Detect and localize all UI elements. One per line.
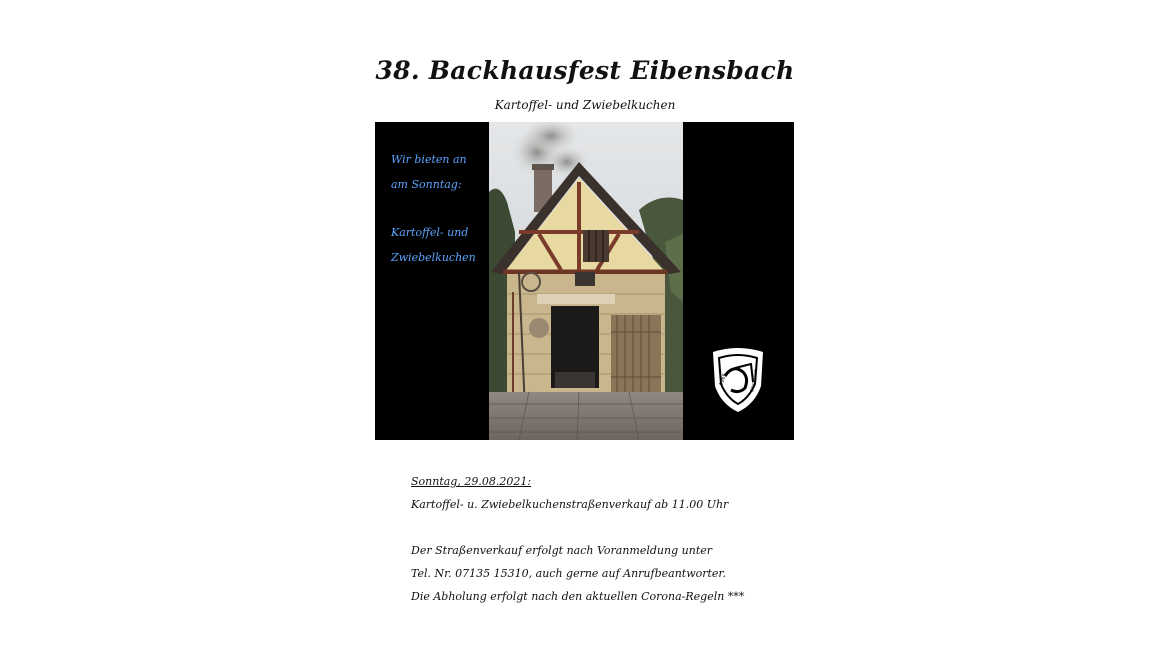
sale-time: Kartoffel- u. Zwiebelkuchenstraßenverkauf ab 11.00 Uhr [411,498,729,511]
bakehouse-photo [489,122,683,440]
svg-text:Eibensbach: Eibensbach [749,368,758,393]
offer-line-3: Kartoffel- und [391,226,469,239]
svg-text:1965: 1965 [718,372,729,387]
page-subtitle: Kartoffel- und Zwiebelkuchen [494,98,676,112]
event-date: Sonntag, 29.08.2021: [411,475,532,488]
offer-line-2: am Sonntag: [391,177,462,191]
preorder-note: Der Straßenverkauf erfolgt nach Voranmeldung unter [411,544,713,557]
event-info [411,470,744,608]
poster-banner [375,122,794,440]
page-title: 38. Backhausfest Eibensbach [375,56,795,85]
phone-note: Tel. Nr. 07135 15310, auch gerne auf Anrufbeantworter. [411,567,726,580]
offer-text [391,148,491,270]
pickup-note: Die Abholung erfolgt nach den aktuellen Corona-Regeln *** [411,590,745,603]
club-shield-logo-icon [709,346,767,414]
offer-line-4: Zwiebelkuchen [391,250,476,264]
offer-line-1: Wir bieten an [391,153,467,166]
